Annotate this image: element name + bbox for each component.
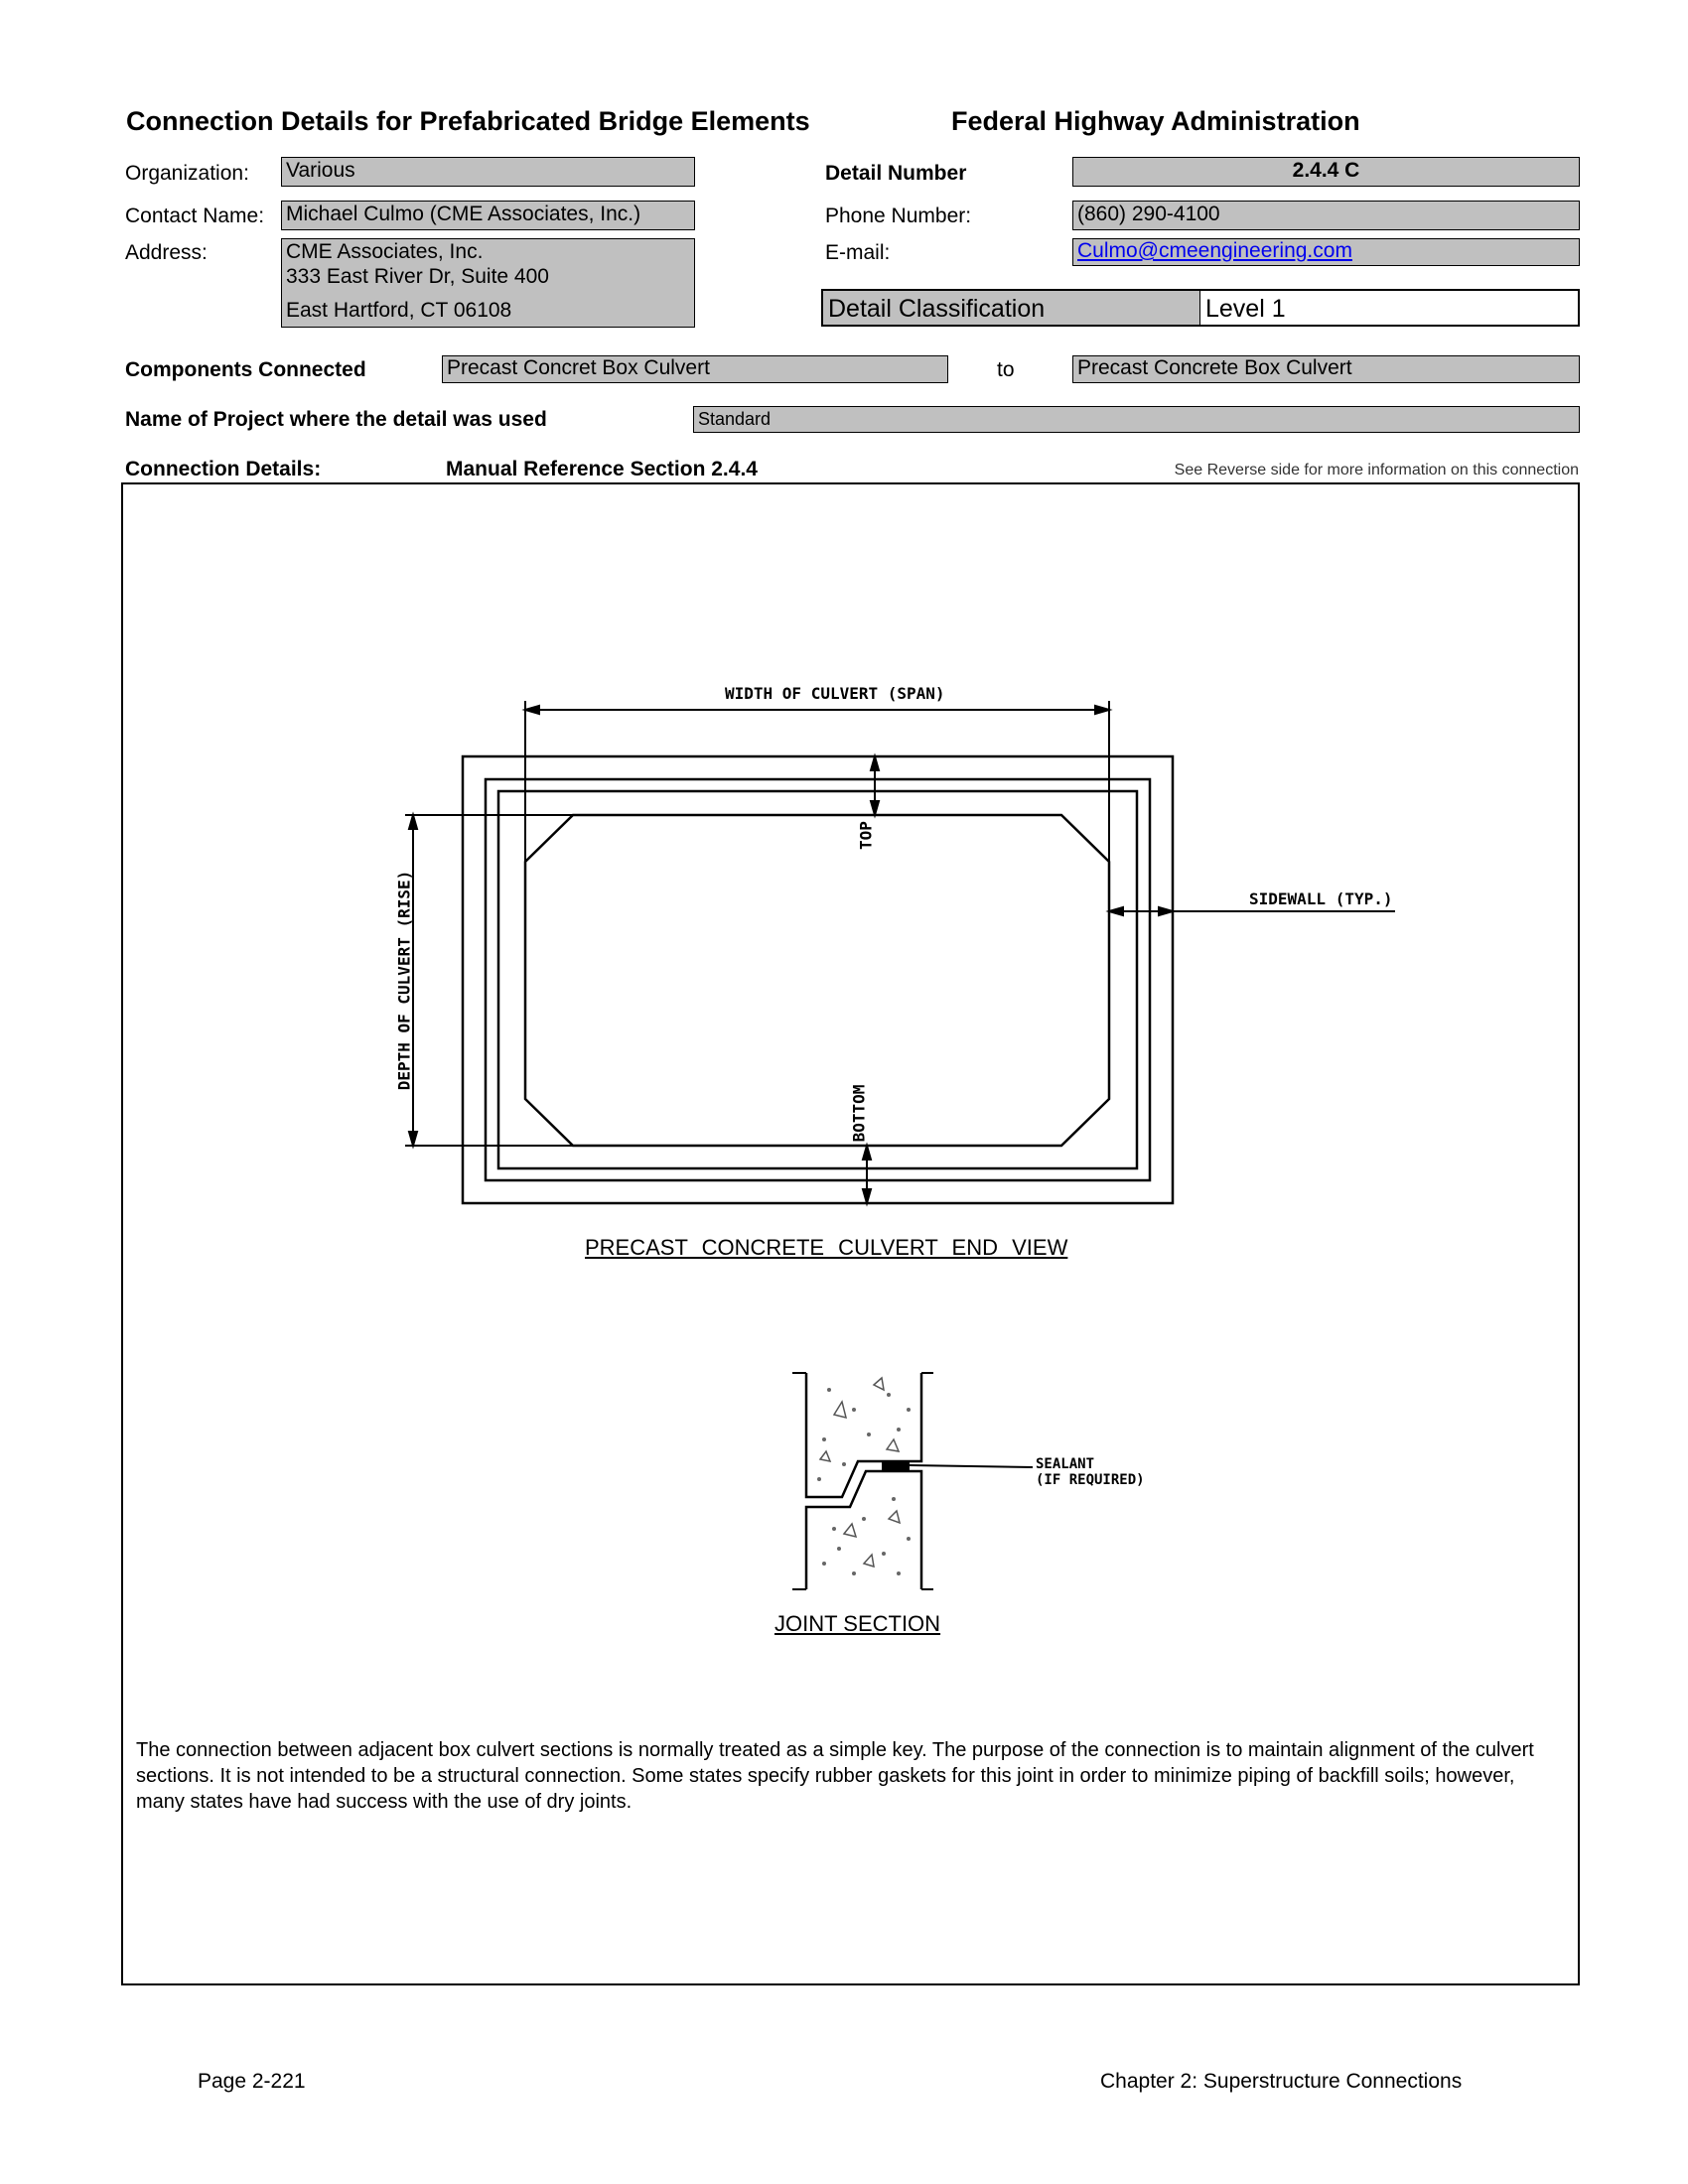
phone-field: (860) 290-4100	[1072, 201, 1580, 230]
phone-label: Phone Number:	[825, 205, 972, 227]
joint-section-title: JOINT SECTION	[774, 1611, 941, 1636]
chapter-title: Chapter 2: Superstructure Connections	[1100, 2070, 1463, 2093]
component-to-field: Precast Concrete Box Culvert	[1072, 355, 1580, 383]
top-label: TOP	[856, 821, 876, 850]
organization-field: Various	[281, 157, 695, 187]
top-dimension	[871, 756, 879, 815]
components-connected-label: Components Connected	[125, 358, 366, 381]
sidewall-label: SIDEWALL (TYP.)	[1249, 889, 1393, 908]
manual-reference: Manual Reference Section 2.4.4	[446, 458, 758, 480]
culvert-joint-line-outer	[486, 779, 1150, 1180]
address-line-3: East Hartford, CT 06108	[286, 299, 512, 322]
depth-of-culvert-label: DEPTH OF CULVERT (RISE)	[394, 870, 414, 1091]
address-line-2: 333 East River Dr, Suite 400	[286, 265, 549, 288]
address-label: Address:	[125, 241, 208, 264]
sidewall-dimension	[1109, 907, 1395, 915]
detail-classification-value: Level 1	[1205, 295, 1286, 323]
components-to-label: to	[997, 358, 1015, 381]
address-line-1: CME Associates, Inc.	[286, 240, 484, 263]
page-number: Page 2-221	[198, 2070, 306, 2093]
sealant-label-group	[1036, 1456, 1145, 1488]
depth-dimension	[405, 815, 573, 1146]
joint-section	[792, 1373, 1033, 1589]
agency-name: Federal Highway Administration	[951, 106, 1360, 136]
email-label: E-mail:	[825, 241, 891, 264]
project-name-label: Name of Project where the detail was used	[125, 408, 547, 431]
sealant-leader	[910, 1465, 1033, 1467]
culvert-joint-line-inner	[498, 791, 1137, 1168]
width-of-culvert-label: WIDTH OF CULVERT (SPAN)	[725, 684, 945, 703]
bottom-dimension	[863, 1146, 871, 1203]
width-dimension	[525, 701, 1109, 862]
end-view-title: PRECAST CONCRETE CULVERT END VIEW	[585, 1235, 1068, 1260]
contact-name-label: Contact Name:	[125, 205, 265, 227]
detail-number-field: 2.4.4 C	[1072, 157, 1580, 187]
sealant-label: SEALANT	[1036, 1456, 1095, 1472]
reverse-side-note: See Reverse side for more information on this connection	[1174, 462, 1579, 478]
sealant-mark	[882, 1460, 910, 1470]
document-title: Connection Details for Prefabricated Bridge Elements	[126, 106, 810, 136]
detail-classification-label: Detail Classification	[823, 291, 1200, 325]
detail-number-label: Detail Number	[825, 162, 967, 185]
organization-label: Organization:	[125, 162, 249, 185]
email-link[interactable]: Culmo@cmeengineering.com	[1077, 239, 1352, 262]
connection-description: The connection between adjacent box culvert sections is normally treated as a simple key. The purpose of the connection is to maintain alignment of the culvert sections. It is not intended to be a structural connection. Some states specify rubber gaskets for this joint in order to minimize piping of backfill soils; however, many states have had success with the use of dry joints.	[136, 1739, 1534, 1813]
culvert-inner-opening	[525, 815, 1109, 1146]
culvert-outer-outline	[463, 756, 1173, 1203]
project-name-field: Standard	[693, 406, 1580, 433]
component-from-field: Precast Concret Box Culvert	[442, 355, 948, 383]
sealant-note: (IF REQUIRED)	[1036, 1472, 1145, 1488]
connection-details-label: Connection Details:	[125, 458, 322, 480]
contact-name-field: Michael Culmo (CME Associates, Inc.)	[281, 201, 695, 230]
bottom-label: BOTTOM	[849, 1084, 869, 1143]
culvert-end-view	[463, 756, 1173, 1203]
